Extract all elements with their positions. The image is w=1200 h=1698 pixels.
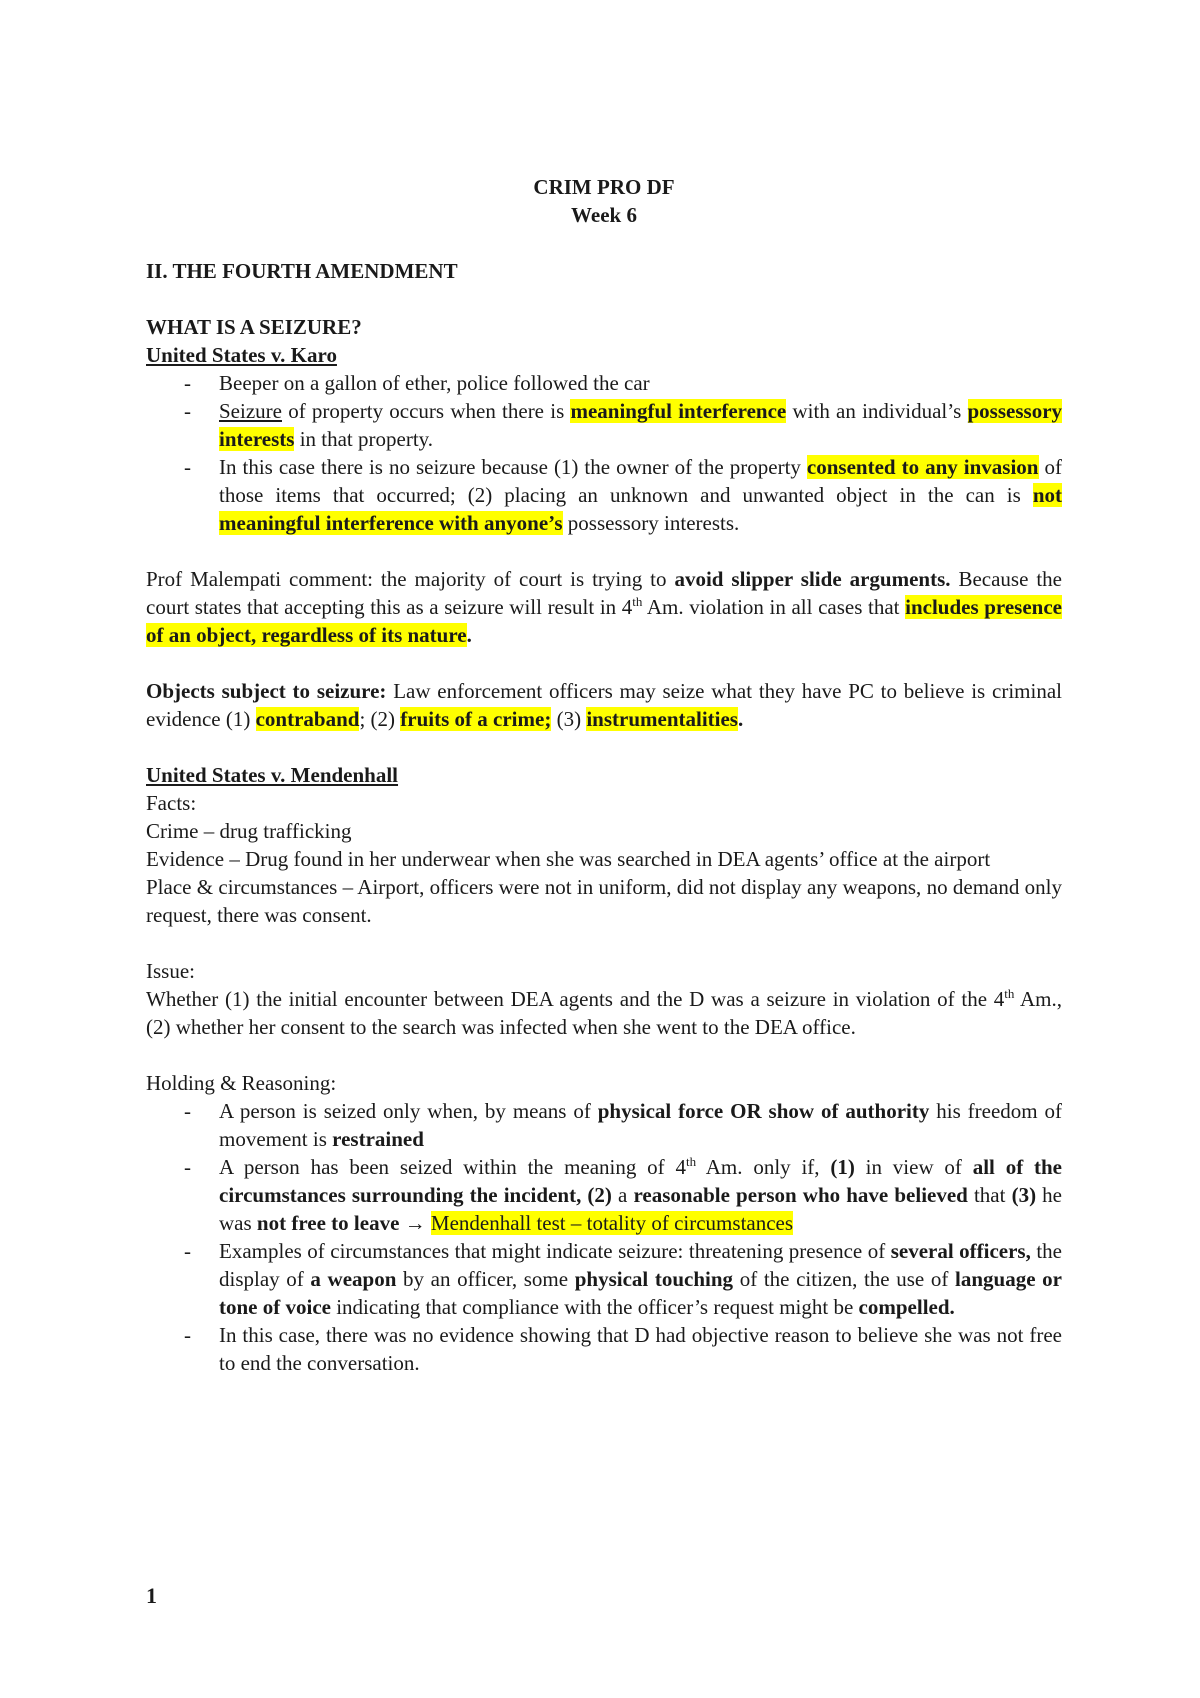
section-heading: II. THE FOURTH AMENDMENT	[146, 259, 458, 283]
karo-bullet-1: - Beeper on a gallon of ether, police followed the car	[146, 369, 1062, 397]
case-mendenhall-title: United States v. Mendenhall	[146, 763, 399, 787]
doc-title: CRIM PRO DF	[533, 175, 675, 199]
arrow-icon: →	[399, 1211, 431, 1235]
holding-bullet-1: - A person is seized only when, by means of physical force OR show of authority his freedom of movement is restrained	[146, 1097, 1062, 1153]
prof-comment: Prof Malempati comment: the majority of court is trying to avoid slipper slide arguments. Because the court states that accepting this as a seizure will result in 4th Am. violation in all cases that includes presence of an object, regardless of its nature.	[146, 567, 1063, 647]
holding-bullet-2: - A person has been seized within the meaning of 4th Am. only if, (1) in view of all of the circumstances surrounding the incident, (2) a reasonable person who have believed that (3) he was not free to leave → Mendenhall test – totality of circumstances	[146, 1153, 1062, 1237]
holding-bullet-3: - Examples of circumstances that might indicate seizure: threatening presence of several officers, the display of a weapon by an officer, some physical touching of the citizen, the use of language or tone of voice indicating that compliance with the officer’s request might be compelled.	[146, 1237, 1062, 1321]
facts-label: Facts:	[146, 791, 197, 815]
facts-evidence: Evidence – Drug found in her underwear when she was searched in DEA agents’ office at the airport	[146, 847, 991, 871]
case-karo-title: United States v. Karo	[146, 343, 337, 367]
holding-bullet-4: - In this case, there was no evidence showing that D had objective reason to believe she was not free to end the conversation.	[146, 1321, 1062, 1377]
holding-bullets	[146, 1097, 1062, 1377]
karo-bullet-2: - Seizure of property occurs when there is meaningful interference with an individual’s possessory interests in that property.	[146, 397, 1062, 453]
facts-crime: Crime – drug trafficking	[146, 819, 352, 843]
karo-bullets	[146, 369, 1062, 537]
subsection-heading: WHAT IS A SEIZURE?	[146, 315, 362, 339]
issue-label: Issue:	[146, 959, 195, 983]
issue-text: Whether (1) the initial encounter between DEA agents and the D was a seizure in violation of the 4th Am., (2) whether her consent to the search was infected when she went to the DEA office.	[146, 986, 1062, 1039]
page-number: 1	[146, 1583, 157, 1608]
page-content	[146, 173, 1062, 1377]
karo-bullet-3: - In this case there is no seizure because (1) the owner of the property consented to any invasion of those items that occurred; (2) placing an unknown and unwanted object in the can is not meaningful interference with anyone’s possessory interests.	[146, 453, 1062, 537]
facts-place: Place & circumstances – Airport, officers were not in uniform, did not display any weapons, no demand only request, there was consent.	[146, 875, 1062, 927]
holding-label: Holding & Reasoning:	[146, 1071, 337, 1095]
objects-paragraph: Objects subject to seizure: Law enforcement officers may seize what they have PC to believe is criminal evidence (1) contraband; (2) fruits of a crime; (3) instrumentalities.	[146, 679, 1062, 731]
doc-subtitle: Week 6	[571, 203, 637, 227]
